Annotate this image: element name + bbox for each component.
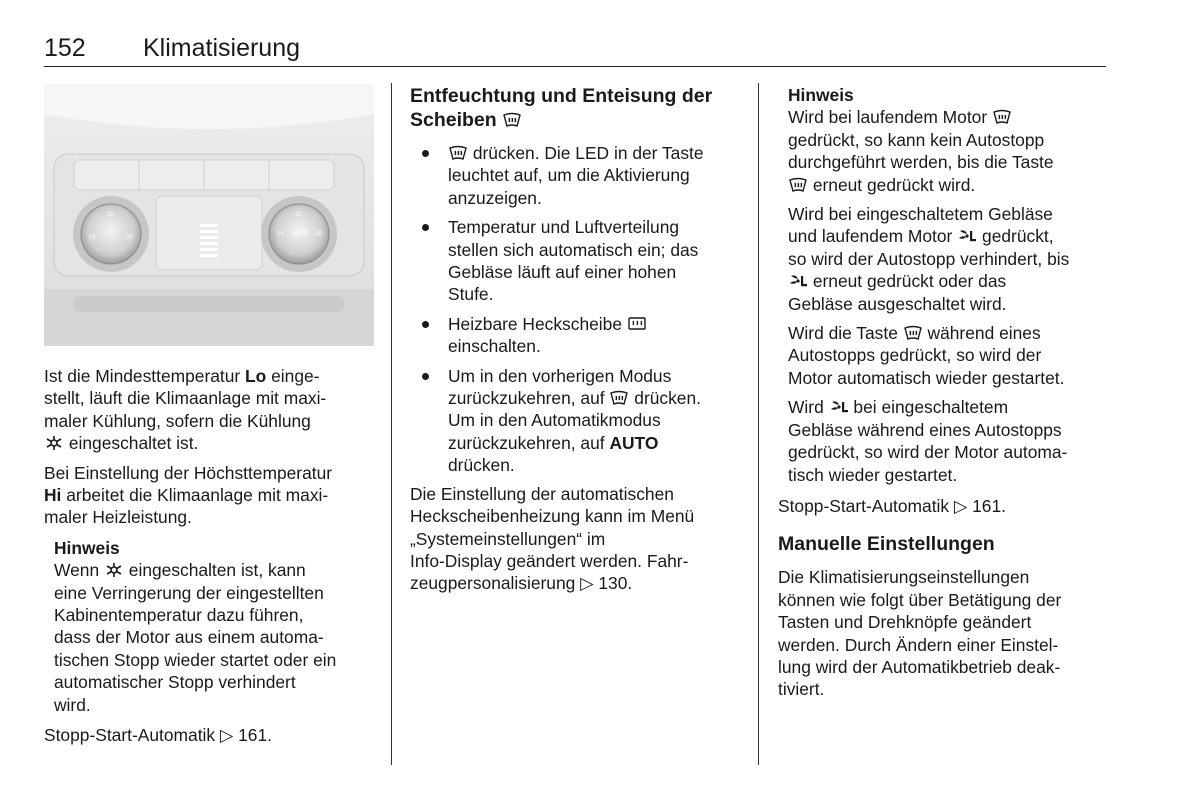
windscreen-defrost-icon bbox=[903, 325, 923, 341]
cross-reference[interactable]: Stopp-Start-Automatik ▷ 161. bbox=[44, 725, 272, 746]
column-1 bbox=[44, 365, 374, 747]
knob-left-top-label: 22 bbox=[107, 212, 114, 218]
list-item: Heizbare Heckscheibe einschalten. bbox=[410, 313, 742, 358]
climate-control-figure bbox=[44, 84, 374, 346]
note-text: Wird bei eingeschaltetem Gebläse während eines Autostopps gedrückt, so wird der Motor automa- tisch wieder gestartet. bbox=[788, 397, 1068, 485]
fan-auto-icon bbox=[788, 273, 808, 289]
windscreen-defrost-icon bbox=[992, 109, 1012, 125]
snowflake-icon bbox=[44, 435, 64, 451]
knob-left-right-label: 28 bbox=[126, 235, 133, 241]
rear-window-heating-icon bbox=[627, 316, 647, 332]
knob-right-left-label: 16 bbox=[277, 231, 284, 237]
note-heading: Hinweis bbox=[788, 85, 854, 105]
note-text: Wird bei eingeschaltetem Gebläse und laufendem Motor gedrückt, so wird der Autostopp verhindert, bis erneut gedrückt oder das Gebläse ausgeschaltet wird. bbox=[788, 204, 1070, 314]
paragraph-rear-heating: Die Einstellung der automatischen Heckscheibenheizung kann im Menü „Systemeinstellungen“ im Info-Display geändert werden. Fahr- zeugpersonalisierung ▷ 130. bbox=[410, 483, 695, 594]
paragraph-manual: Die Klimatisierungseinstellungen können wie folgt über Betätigung der Tasten und Drehknöpfe geändert werden. Durch Ändern einer Einstel- lung wird der Automatikbetrieb deak- tiviert. bbox=[778, 567, 1062, 700]
knob-auto-label: AUTO bbox=[292, 230, 309, 236]
knob-left-left-label: 16 bbox=[89, 235, 96, 241]
knob-right-right-label: 28 bbox=[315, 231, 322, 237]
windscreen-defrost-icon bbox=[448, 145, 468, 161]
note-heading: Hinweis bbox=[54, 537, 120, 558]
page-title: Klimatisierung bbox=[143, 34, 301, 62]
instruction-list bbox=[410, 142, 742, 477]
paragraph-lo: Ist die Mindesttemperatur Lo einge- stellt, läuft die Klimaanlage mit maxi- maler Kühlung, sofern die Kühlung eingeschaltet ist. bbox=[44, 366, 327, 454]
cross-reference[interactable]: Stopp-Start-Automatik ▷ 161. bbox=[778, 495, 1006, 516]
list-item: Um in den vorherigen Modus zurückzukehren, auf drücken. Um in den Automatikmodus zurückzukehren, auf AUTO drücken. bbox=[410, 365, 742, 477]
paragraph-hi: Bei Einstellung der Höchsttemperatur Hi arbeitet die Klimaanlage mit maxi- maler Heizleistung. bbox=[44, 462, 333, 528]
page-number: 152 bbox=[44, 34, 86, 62]
windscreen-defrost-icon bbox=[502, 112, 522, 128]
page-header bbox=[44, 34, 1106, 67]
fan-auto-icon bbox=[957, 228, 977, 244]
column-3 bbox=[778, 84, 1108, 701]
column-divider bbox=[391, 83, 392, 765]
knob-right-top-label: 22 bbox=[295, 212, 302, 218]
note-text: Wird bei laufendem Motor gedrückt, so kann kein Autostopp durchgeführt werden, bis die Taste erneut gedrückt wird. bbox=[788, 107, 1054, 195]
note-text: Wird die Taste während eines Autostopps gedrückt, so wird der Motor automatisch wieder gestartet. bbox=[788, 323, 1065, 388]
list-item: Temperatur und Luftverteilung stellen sich automatisch ein; das Gebläse läuft auf einer hohen Stufe. bbox=[410, 216, 742, 306]
windscreen-defrost-icon bbox=[609, 390, 629, 406]
section-heading: Entfeuchtung und Enteisung der Scheiben bbox=[410, 85, 713, 131]
snowflake-icon bbox=[104, 562, 124, 578]
reference-arrow-icon: ▷ bbox=[219, 725, 234, 746]
column-divider bbox=[758, 83, 759, 765]
reference-arrow-icon: ▷ bbox=[953, 495, 968, 516]
section-heading: Manuelle Einstellungen bbox=[778, 533, 995, 556]
list-item: drücken. Die LED in der Taste leuchtet auf, um die Aktivierung anzuzeigen. bbox=[410, 142, 742, 209]
note-box bbox=[778, 84, 1108, 486]
note-box bbox=[44, 537, 374, 716]
reference-arrow-icon: ▷ bbox=[580, 573, 594, 594]
column-2 bbox=[410, 84, 742, 595]
note-text: Wenn eingeschalten ist, kann eine Verringerung der eingestellten Kabinentemperatur dazu führen, dass der Motor aus einem automa- tischen Stopp wieder startet oder ein automatischer Stopp verhindert wird. bbox=[54, 560, 337, 715]
fan-auto-icon bbox=[829, 399, 849, 415]
windscreen-defrost-icon bbox=[788, 177, 808, 193]
